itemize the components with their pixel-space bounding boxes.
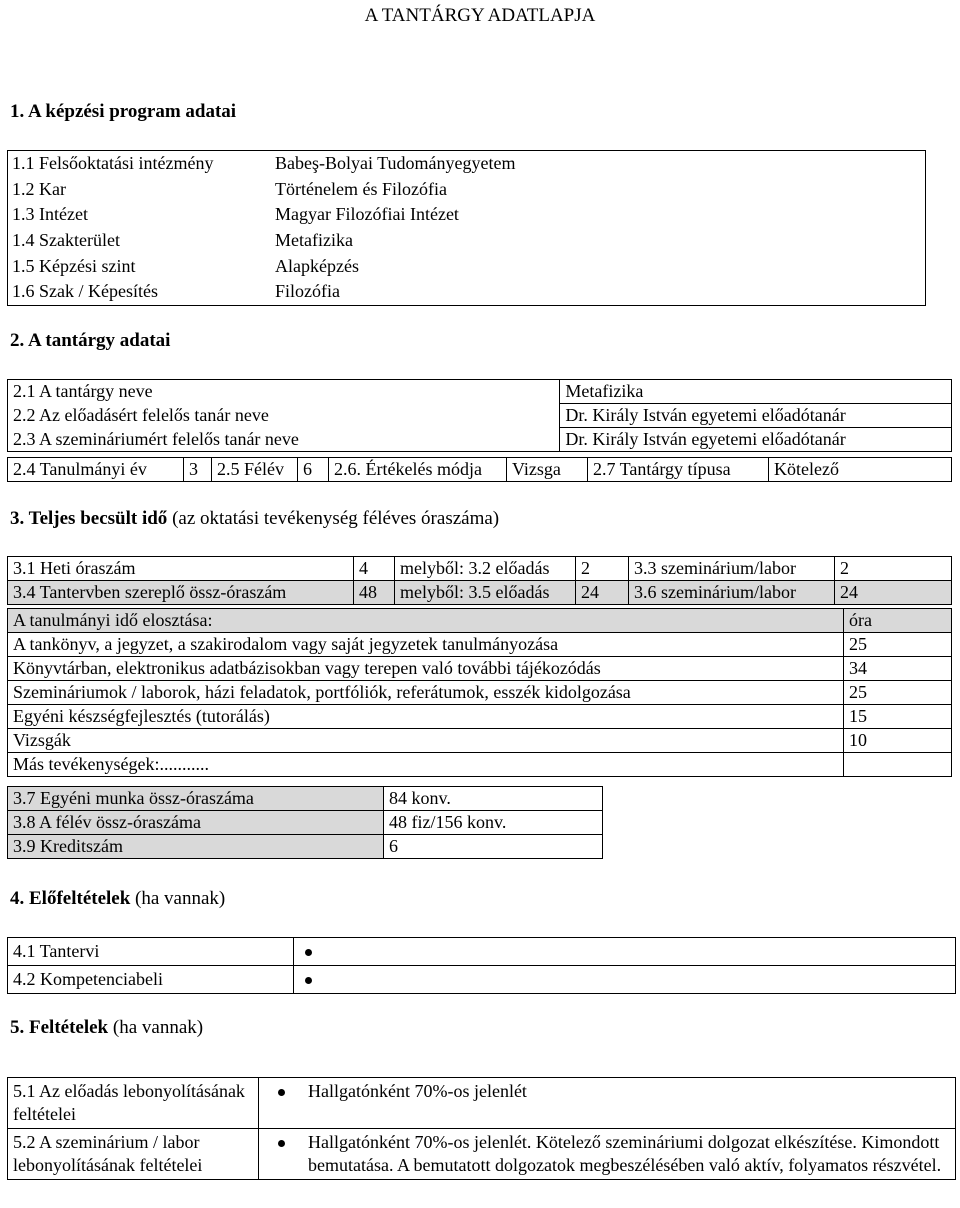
total-value: 6 <box>384 835 603 859</box>
totals-table <box>7 786 603 859</box>
table-row <box>8 380 952 404</box>
lecture-value: 2 <box>576 557 629 581</box>
hours-value: 34 <box>844 657 952 681</box>
study-year-value: 3 <box>184 458 212 482</box>
prerequisite-label: 4.1 Tantervi <box>8 938 294 966</box>
table-row <box>8 657 952 681</box>
section-5-heading-bold: 5. Feltételek <box>10 1017 109 1038</box>
label-cell: 2.3 A szemináriumért felelős tanár neve <box>8 428 560 452</box>
condition-label: 5.1 Az előadás lebonyolításának feltételei <box>8 1078 259 1129</box>
seminar-label: 3.3 szeminárium/labor <box>629 557 835 581</box>
seminar-value: 2 <box>835 557 952 581</box>
value-cell: Dr. Király István egyetemi előadótanár <box>560 428 952 452</box>
section-3-heading <box>10 508 499 530</box>
activity-label: Más tevékenységek:........... <box>8 753 844 777</box>
condition-value <box>259 1078 956 1129</box>
activity-label: Vizsgák <box>8 729 844 753</box>
prerequisites-table <box>7 937 956 994</box>
label-cell: 1.5 Képzési szint <box>12 255 136 276</box>
table-row <box>8 202 926 228</box>
label-cell: 1.3 Intézet <box>12 204 88 225</box>
condition-value <box>259 1129 956 1180</box>
activity-label: Könyvtárban, elektronikus adatbázisokban vagy terepen való további tájékozódás <box>8 657 844 681</box>
label-cell: 1.4 Szakterület <box>12 229 120 250</box>
value-cell: Magyar Filozófiai Intézet <box>275 204 459 225</box>
value-cell: Történelem és Filozófia <box>275 178 447 199</box>
table-row <box>8 1078 956 1129</box>
value-cell: Dr. Király István egyetemi előadótanár <box>560 404 952 428</box>
table-row <box>8 228 926 254</box>
value-cell: Metafizika <box>560 380 952 404</box>
table-row <box>8 938 956 966</box>
table-row <box>8 681 952 705</box>
table-row <box>8 279 926 305</box>
weekly-hours-value: 4 <box>354 557 395 581</box>
total-value: 84 konv. <box>384 787 603 811</box>
hours-value: óra <box>844 609 952 633</box>
course-attributes-table <box>7 457 952 482</box>
page-title: A TANTÁRGY ADATLAPJA <box>364 5 596 26</box>
conditions-table <box>7 1077 956 1180</box>
total-label: 3.9 Kreditszám <box>8 835 384 859</box>
table-row <box>8 404 952 428</box>
weekly-hours-label: 3.1 Heti óraszám <box>8 557 354 581</box>
seminar-value: 24 <box>835 581 952 605</box>
lecture-value: 24 <box>576 581 629 605</box>
study-year-label: 2.4 Tanulmányi év <box>8 458 184 482</box>
label-cell: 2.1 A tantárgy neve <box>8 380 560 404</box>
activity-label: A tanulmányi idő elosztása: <box>8 609 844 633</box>
table-row <box>8 458 952 482</box>
prerequisite-label: 4.2 Kompetenciabeli <box>8 966 294 994</box>
activity-label: A tankönyv, a jegyzet, a szakirodalom vagy saját jegyzetek tanulmányozása <box>8 633 844 657</box>
table-row <box>8 633 952 657</box>
hours-value: 10 <box>844 729 952 753</box>
condition-item: Hallgatónként 70%-os jelenlét <box>282 1080 950 1103</box>
table-row <box>8 557 952 581</box>
section-5-heading <box>10 1017 203 1039</box>
label-cell: 2.2 Az előadásért felelős tanár neve <box>8 404 560 428</box>
table-row <box>8 705 952 729</box>
condition-label: 5.2 A szeminárium / labor lebonyolításának feltételei <box>8 1129 259 1180</box>
hours-value: 25 <box>844 681 952 705</box>
table-row <box>8 151 926 177</box>
total-value: 48 fiz/156 konv. <box>384 811 603 835</box>
table-row <box>8 811 603 835</box>
lecture-label: melyből: 3.5 előadás <box>395 581 576 605</box>
section-4-heading-rest: (ha vannak) <box>130 888 226 909</box>
total-label: 3.7 Egyéni munka össz-óraszáma <box>8 787 384 811</box>
hours-value: 15 <box>844 705 952 729</box>
table-row <box>8 1129 956 1180</box>
section-5-heading-rest: (ha vannak) <box>108 1017 204 1038</box>
table-row <box>8 753 952 777</box>
value-cell: Metafizika <box>275 229 353 250</box>
section-1-heading: 1. A képzési program adatai <box>10 101 237 122</box>
section-2-heading: 2. A tantárgy adatai <box>10 330 171 351</box>
label-cell: 1.6 Szak / Képesítés <box>12 281 158 302</box>
value-cell: Filozófia <box>275 281 340 302</box>
course-type-value: Kötelező <box>769 458 952 482</box>
evaluation-value: Vizsga <box>507 458 588 482</box>
prerequisite-value <box>294 938 956 966</box>
table-row <box>8 177 926 203</box>
value-cell: Babeş-Bolyai Tudományegyetem <box>275 153 516 173</box>
label-cell: 1.1 Felsőoktatási intézmény <box>12 153 214 173</box>
semester-value: 6 <box>298 458 329 482</box>
table-row <box>8 428 952 452</box>
hours-value <box>844 753 952 777</box>
table-row <box>8 581 952 605</box>
hours-table <box>7 556 952 605</box>
section-4-heading <box>10 888 225 910</box>
value-cell: Alapképzés <box>275 255 359 276</box>
table-row <box>8 835 603 859</box>
activity-label: Szemináriumok / laborok, házi feladatok, portfóliók, referátumok, esszék kidolgozása <box>8 681 844 705</box>
section-4-heading-bold: 4. Előfeltételek <box>10 888 131 909</box>
bullet-icon <box>305 949 312 956</box>
evaluation-label: 2.6. Értékelés módja <box>329 458 507 482</box>
hours-value: 25 <box>844 633 952 657</box>
prerequisite-value <box>294 966 956 994</box>
section-3-heading-rest: (az oktatási tevékenység féléves óraszáma) <box>167 508 500 529</box>
condition-item: Hallgatónként 70%-os jelenlét. Kötelező szemináriumi dolgozat elkészítése. Kimondott bemutatása. A bemutatott dolgozatok megbeszélésében való aktív, folyamatos részvétel. <box>282 1131 950 1177</box>
lecture-label: melyből: 3.2 előadás <box>395 557 576 581</box>
table-row <box>8 966 956 994</box>
table-row <box>8 729 952 753</box>
total-label: 3.8 A félév össz-óraszáma <box>8 811 384 835</box>
activity-label: Egyéni készségfejlesztés (tutorálás) <box>8 705 844 729</box>
bullet-icon <box>305 977 312 984</box>
seminar-label: 3.6 szeminárium/labor <box>629 581 835 605</box>
table-row <box>8 787 603 811</box>
course-data-table <box>7 379 952 452</box>
total-hours-value: 48 <box>354 581 395 605</box>
total-hours-label: 3.4 Tantervben szereplő össz-óraszám <box>8 581 354 605</box>
program-data-table <box>7 150 926 306</box>
study-time-table <box>7 608 952 777</box>
label-cell: 1.2 Kar <box>12 178 66 199</box>
course-type-label: 2.7 Tantárgy típusa <box>588 458 769 482</box>
semester-label: 2.5 Félév <box>212 458 298 482</box>
section-3-heading-bold: 3. Teljes becsült idő <box>10 508 168 529</box>
table-row <box>8 609 952 633</box>
table-row <box>8 254 926 280</box>
